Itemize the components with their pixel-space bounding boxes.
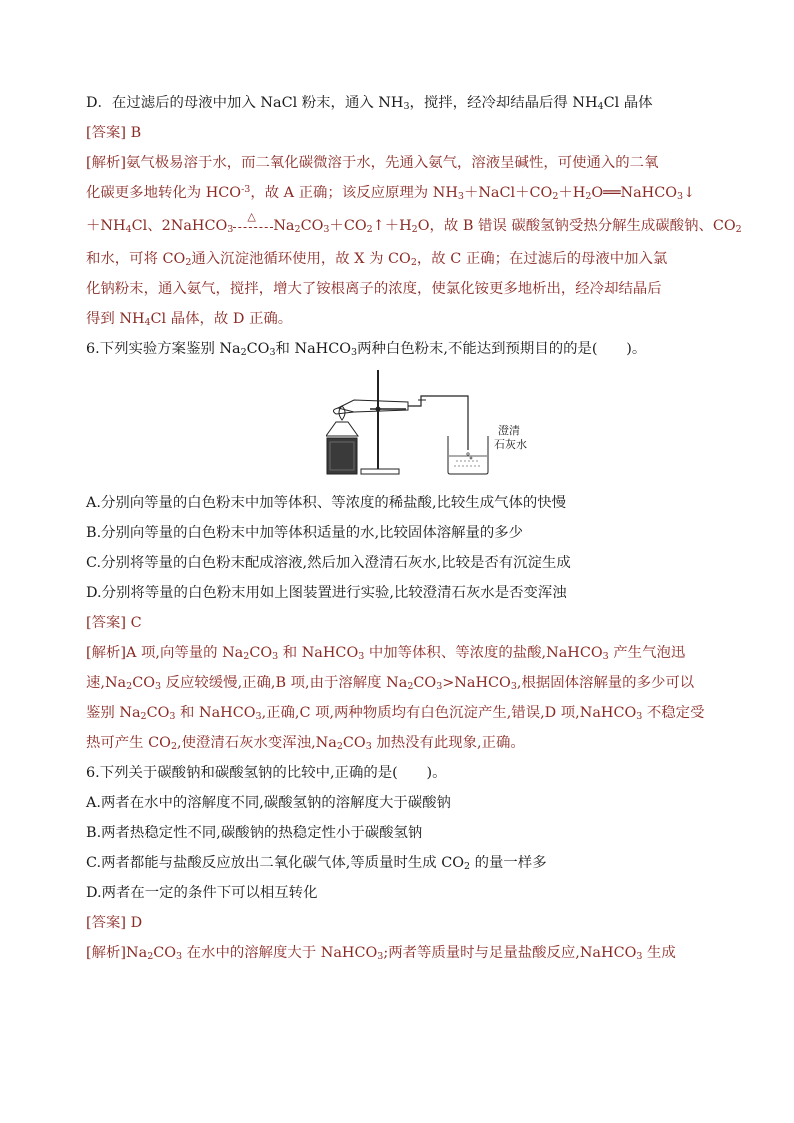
q6a-answer: [答案] C (86, 615, 142, 631)
heating-apparatus-diagram (326, 366, 506, 482)
q6a-option-b: B.分别向等量的白色粉末中加等体积适量的水,比较固体溶解量的多少 (86, 525, 524, 541)
q6b-option-b: B.两者热稳定性不同,碳酸钠的热稳定性小于碳酸氢钠 (86, 825, 423, 841)
bubble-2 (470, 457, 472, 459)
q6a-option-a: A.分别向等量的白色粉末中加等体积、等浓度的稀盐酸,比较生成气体的快慢 (86, 495, 567, 511)
q6b-stem: 6.下列关于碳酸钠和碳酸氢钠的比较中,正确的是( )。 (86, 765, 447, 781)
test-tube (338, 400, 408, 412)
figure-label-clear: 澄清 (498, 424, 520, 437)
heat-condition-arrow: △ (233, 219, 273, 233)
q6a-analysis-line-3: 鉴别 $Na_2CO_3$ 和 NaHCO$_3$,正确,C 项,两种物质均有白色沉淀产生,错误,D 项,NaHCO$_3$ 不稳定受 (86, 705, 705, 722)
q6a-option-d: D.分别将等量的白色粉末用如上图装置进行实验,比较澄清石灰水是否变浑浊 (86, 585, 567, 601)
lamp-cap (326, 422, 358, 436)
q5-analysis-line-3: $+NH_4Cl$、2NaHCO$_3$ △ $Na_2CO_3+CO_2↑+H_2O$，故 B 错误 碳酸氢钠受热分解生成碳酸钠、$CO_2$ (86, 210, 742, 235)
delivery-tube (408, 396, 468, 450)
q5-analysis-line-1: [解析]氨气极易溶于水，而二氧化碳微溶于水，先通入氨气，溶液呈碱性，可使通入的二氧 (86, 155, 659, 171)
q6b-analysis-line-1: [解析]$Na_2CO_3$ 在水中的溶解度大于 NaHCO$_3$;两者等质量时与足量盐酸反应,NaHCO$_3$ 生成 (86, 945, 676, 962)
alcohol-lamp-body (327, 438, 357, 474)
q5-answer: [答案] B (86, 125, 142, 141)
q6a-analysis-line-4: 热可产生 $CO_2$,使澄清石灰水变浑浊$,Na_2CO_3$ 加热没有此现象,正确。 (86, 735, 525, 752)
q6a-option-c: C.分别将等量的白色粉末配成溶液,然后加入澄清石灰水,比较是否有沉淀生成 (86, 555, 571, 571)
apparatus-figure (86, 366, 726, 484)
q6b-option-a: A.两者在水中的溶解度不同,碳酸氢钠的溶解度大于碳酸钠 (86, 795, 451, 811)
bubble-1 (467, 453, 469, 455)
q6a-stem: 6.下列实验方案鉴别 $Na_2CO_3$和 NaHCO$_3$两种白色粉末,不能达到预期目的的是( )。 (86, 341, 647, 358)
q5-analysis-line-5: 化钠粉末，通入氨气，搅拌，增大了铵根离子的浓度，使氯化铵更多地析出，经冷却结晶后 (86, 281, 662, 297)
q5-analysis-line-2: 化碳更多地转化为 $HCO^{-3}$，故 A 正确；该反应原理为 $NH_3+NaCl+CO_2+H_2O══NaHCO_3↓$ (86, 184, 696, 202)
q5-analysis-line-6: 得到 $NH_4Cl$ 晶体，故 D 正确。 (86, 311, 293, 328)
q6b-option-c: C.两者都能与盐酸反应放出二氧化碳气体,等质量时生成 $CO_2$ 的量一样多 (86, 855, 547, 872)
q6a-analysis-line-1: [解析]A 项,向等量的 $Na_2CO_3$ 和 NaHCO$_3$ 中加等体积、等浓度的盐酸,NaHCO$_3$ 产生气泡迅 (86, 645, 686, 662)
q6b-option-d: D.两者在一定的条件下可以相互转化 (86, 885, 318, 901)
q5-option-d: D．在过滤后的母液中加入 NaCl 粉末，通入 $NH_3$，搅拌，经冷却结晶后得 $NH_4Cl$ 晶体 (86, 95, 653, 112)
q6b-answer: [答案] D (86, 915, 143, 931)
document-page (86, 88, 742, 968)
stand-base (361, 469, 399, 474)
figure-label-limewater: 石灰水 (494, 438, 527, 451)
q6a-analysis-line-2: 速$,Na_2CO_3$ 反应较缓慢,正确,B 项,由于溶解度 $Na_2CO_3>NaHCO_3$,根据固体溶解量的多少可以 (86, 675, 695, 692)
q5-analysis-line-4: 和水，可将 $CO_2$通入沉淀池循环使用，故 X 为 $CO_2$，故 C 正确；在过滤后的母液中加入氯 (86, 251, 668, 268)
